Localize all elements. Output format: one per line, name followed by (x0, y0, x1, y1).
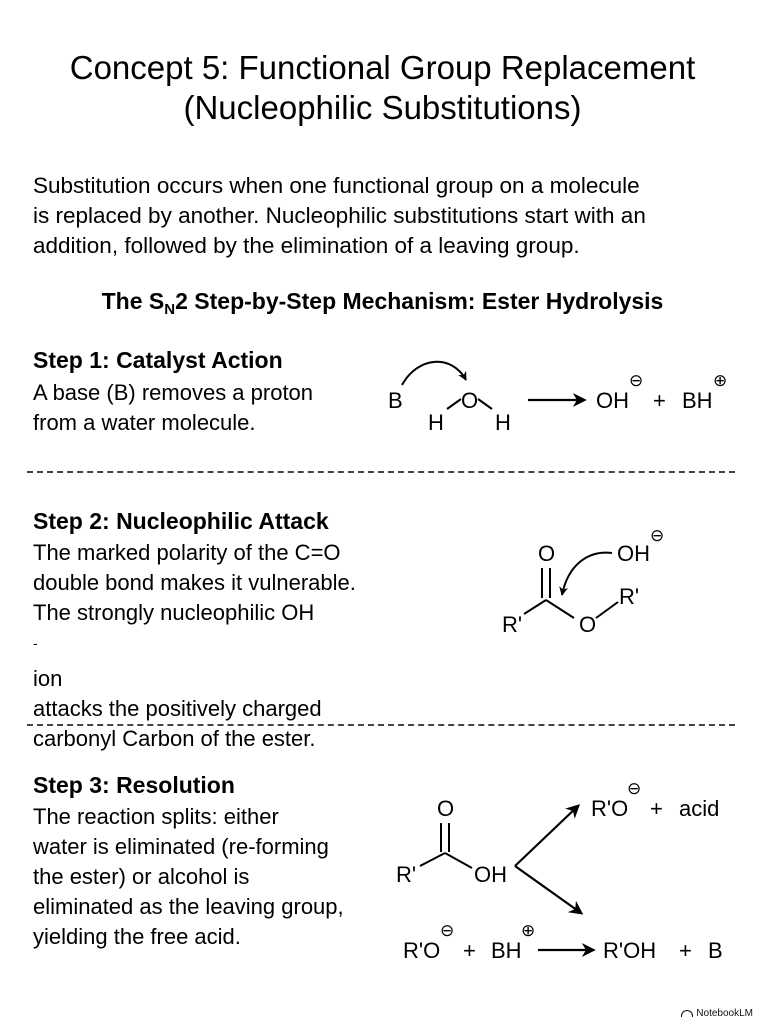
scheme3-r: R' (396, 862, 417, 887)
intro-line-1: Substitution occurs when one functional group on a molecule (33, 173, 640, 198)
step-3-line-5: yielding the free acid. (33, 924, 241, 949)
scheme2-ester-o: O (579, 612, 597, 637)
scheme1-oxygen: O (461, 388, 479, 413)
scheme3-oh: OH (474, 862, 507, 887)
scheme3-bot-plus-charge: ⊕ (521, 921, 536, 940)
scheme1-plus: + (653, 388, 666, 413)
scheme1-minus-charge: ⊖ (629, 371, 644, 390)
scheme1-h-right: H (495, 410, 511, 435)
step-2-line-2: double bond makes it vulnerable. (33, 570, 356, 595)
step-3-line-4: eliminated as the leaving group, (33, 894, 344, 919)
scheme3-bot-conj-acid: BH (491, 938, 522, 963)
step-2-ion-tail: ion (33, 666, 63, 692)
scheme-2 (502, 526, 664, 637)
notebooklm-logo-icon (681, 1010, 693, 1017)
scheme3-bond-r (420, 853, 445, 866)
scheme1-plus-charge: ⊕ (713, 371, 728, 390)
step-1-line-2: from a water molecule. (33, 410, 256, 435)
scheme1-curved-arrow (402, 362, 466, 385)
step-2-ion-charge: - (33, 635, 38, 651)
step-3-title: Step 3: Resolution (33, 772, 235, 798)
scheme3-arrow-up (515, 806, 578, 866)
scheme2-minus-charge: ⊖ (650, 526, 665, 545)
scheme2-bond-r (524, 600, 546, 614)
scheme1-hydroxide: OH (596, 388, 629, 413)
mechanism-heading-pre: The S (101, 288, 165, 314)
scheme1-h-left: H (428, 410, 444, 435)
scheme2-carbonyl-o: O (538, 541, 556, 566)
scheme3-bot-plus2: + (679, 938, 692, 963)
notebooklm-logo-text: NotebookLM (696, 1008, 753, 1019)
scheme3-top-alkoxide: R'O (591, 796, 629, 821)
step-2-line-3-main: The strongly nucleophilic OH (33, 600, 315, 625)
scheme2-bond-r-right (596, 602, 618, 618)
notebooklm-logo (681, 1008, 753, 1019)
step-1-line-1: A base (B) removes a proton (33, 380, 314, 405)
title-line-1: Concept 5: Functional Group Replacement (69, 49, 696, 86)
scheme1-bond-left (447, 399, 461, 409)
scheme2-curved-arrow (562, 553, 612, 595)
step-3-line-3: the ester) or alcohol is (33, 864, 250, 889)
scheme2-r-left: R' (502, 612, 523, 637)
scheme1-base: B (388, 388, 403, 413)
scheme3-carbonyl-o: O (437, 796, 455, 821)
scheme3-bot-minus: ⊖ (440, 921, 455, 940)
mechanism-heading-post: 2 Step-by-Step Mechanism: Ester Hydrolysis (175, 288, 664, 314)
scheme3-bot-base: B (708, 938, 723, 963)
step-2-line-4: attacks the positively charged (33, 696, 322, 722)
scheme3-bot-alcohol: R'OH (603, 938, 657, 963)
step-2-line-1: The marked polarity of the C=O (33, 540, 341, 565)
scheme2-r-right: R' (619, 584, 640, 609)
scheme2-bond-o (546, 600, 574, 618)
scheme2-hydroxide: OH (617, 541, 650, 566)
scheme3-top-acid: acid (679, 796, 720, 821)
intro-line-2: is replaced by another. Nucleophilic substitutions start with an (33, 203, 646, 228)
scheme3-top-minus: ⊖ (627, 779, 642, 798)
scheme3-bot-plus1: + (463, 938, 476, 963)
scheme-1 (388, 362, 727, 435)
step-3-line-1: The reaction splits: either (33, 804, 279, 829)
scheme1-conj-acid: BH (682, 388, 713, 413)
step-2-title: Step 2: Nucleophilic Attack (33, 508, 329, 534)
scheme3-bond-oh (445, 853, 472, 868)
step-2-line-5: carbonyl Carbon of the ester. (33, 726, 316, 752)
scheme3-bot-alkoxide: R'O (403, 938, 441, 963)
step-1-title: Step 1: Catalyst Action (33, 347, 283, 373)
scheme-3 (396, 779, 723, 963)
step-3-line-2: water is eliminated (re-forming (33, 834, 329, 859)
scheme1-bond-right (478, 399, 492, 409)
intro-line-3: addition, followed by the elimination of a leaving group. (33, 233, 580, 258)
title-line-2: (Nucleophilic Substitutions) (183, 89, 582, 126)
scheme3-arrow-down (515, 866, 581, 913)
scheme3-top-plus: + (650, 796, 663, 821)
mechanism-heading-sub: N (164, 301, 176, 318)
